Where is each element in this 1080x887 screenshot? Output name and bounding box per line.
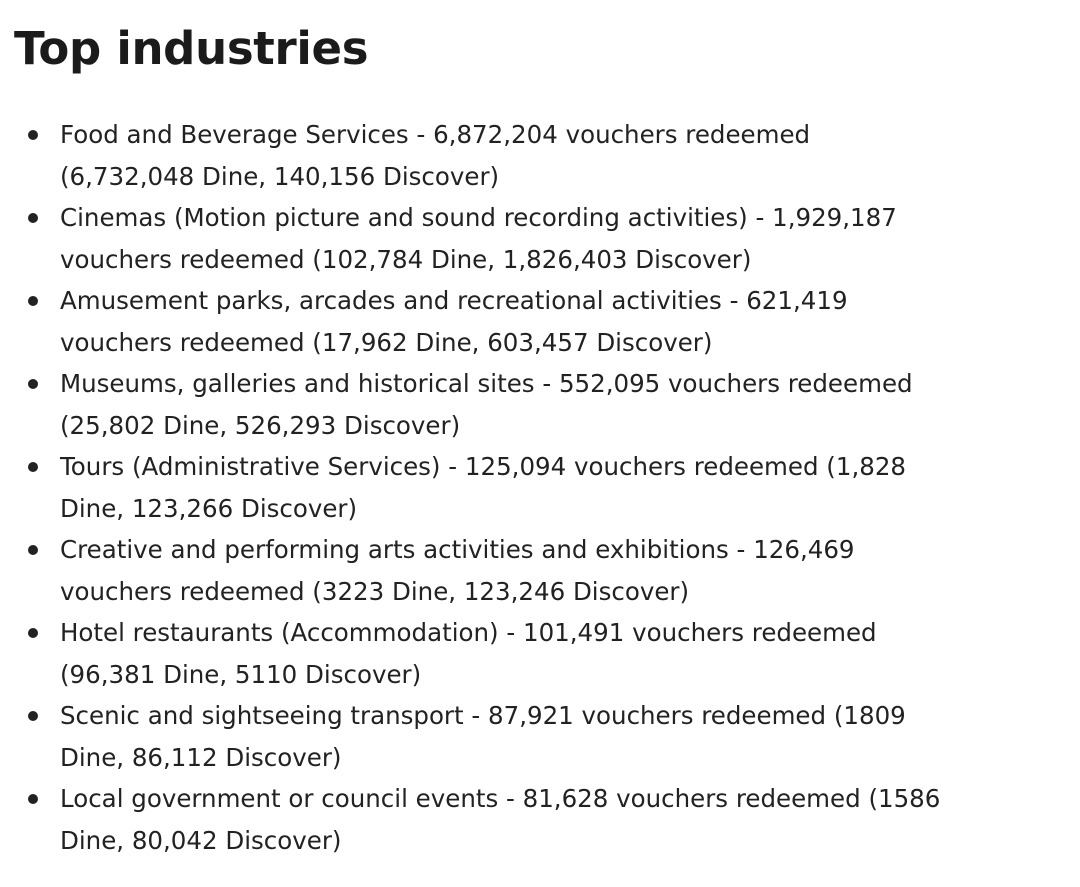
industry-line-2: (6,732,048 Dine, 140,156 Discover) bbox=[60, 161, 500, 191]
bullet-icon bbox=[28, 296, 38, 306]
industry-line-2: Dine, 86,112 Discover) bbox=[60, 742, 342, 772]
industry-line-2: Dine, 80,042 Discover) bbox=[60, 825, 342, 855]
bullet-icon bbox=[28, 794, 38, 804]
industry-item-creative-arts bbox=[0, 529, 1080, 612]
industry-item-museums bbox=[0, 363, 1080, 446]
industry-item-food-beverage bbox=[0, 114, 1080, 197]
industry-line-1: Food and Beverage Services - 6,872,204 vouchers redeemed bbox=[60, 120, 811, 149]
bullet-icon bbox=[28, 711, 38, 721]
industry-item-hotel-restaurants bbox=[0, 612, 1080, 695]
industry-item-tours bbox=[0, 446, 1080, 529]
bullet-icon bbox=[28, 213, 38, 223]
industry-line-1: Cinemas (Motion picture and sound recording activities) - 1,929,187 bbox=[60, 203, 897, 232]
industry-list bbox=[0, 114, 1080, 861]
industry-line-2: vouchers redeemed (17,962 Dine, 603,457 Discover) bbox=[60, 327, 713, 357]
industry-line-2: vouchers redeemed (3223 Dine, 123,246 Discover) bbox=[60, 576, 690, 606]
industry-line-1: Museums, galleries and historical sites - 552,095 vouchers redeemed bbox=[60, 369, 913, 398]
bullet-icon bbox=[28, 379, 38, 389]
page-title: Top industries bbox=[14, 22, 369, 75]
bullet-icon bbox=[28, 628, 38, 638]
bullet-icon bbox=[28, 545, 38, 555]
industry-item-scenic-transport bbox=[0, 695, 1080, 778]
industry-item-cinemas bbox=[0, 197, 1080, 280]
industry-line-2: (96,381 Dine, 5110 Discover) bbox=[60, 659, 422, 689]
industry-item-local-government bbox=[0, 778, 1080, 861]
industry-line-1: Amusement parks, arcades and recreational activities - 621,419 bbox=[60, 286, 848, 315]
industry-line-1: Scenic and sightseeing transport - 87,921 vouchers redeemed (1809 bbox=[60, 701, 906, 730]
industry-line-1: Local government or council events - 81,628 vouchers redeemed (1586 bbox=[60, 784, 941, 813]
industry-item-amusement-parks bbox=[0, 280, 1080, 363]
industry-line-2: (25,802 Dine, 526,293 Discover) bbox=[60, 410, 461, 440]
industry-line-1: Creative and performing arts activities and exhibitions - 126,469 bbox=[60, 535, 855, 564]
bullet-icon bbox=[28, 462, 38, 472]
industry-line-2: vouchers redeemed (102,784 Dine, 1,826,403 Discover) bbox=[60, 244, 752, 274]
bullet-icon bbox=[28, 130, 38, 140]
industry-line-2: Dine, 123,266 Discover) bbox=[60, 493, 358, 523]
industry-line-1: Tours (Administrative Services) - 125,094 vouchers redeemed (1,828 bbox=[60, 452, 907, 481]
industry-line-1: Hotel restaurants (Accommodation) - 101,491 vouchers redeemed bbox=[60, 618, 877, 647]
